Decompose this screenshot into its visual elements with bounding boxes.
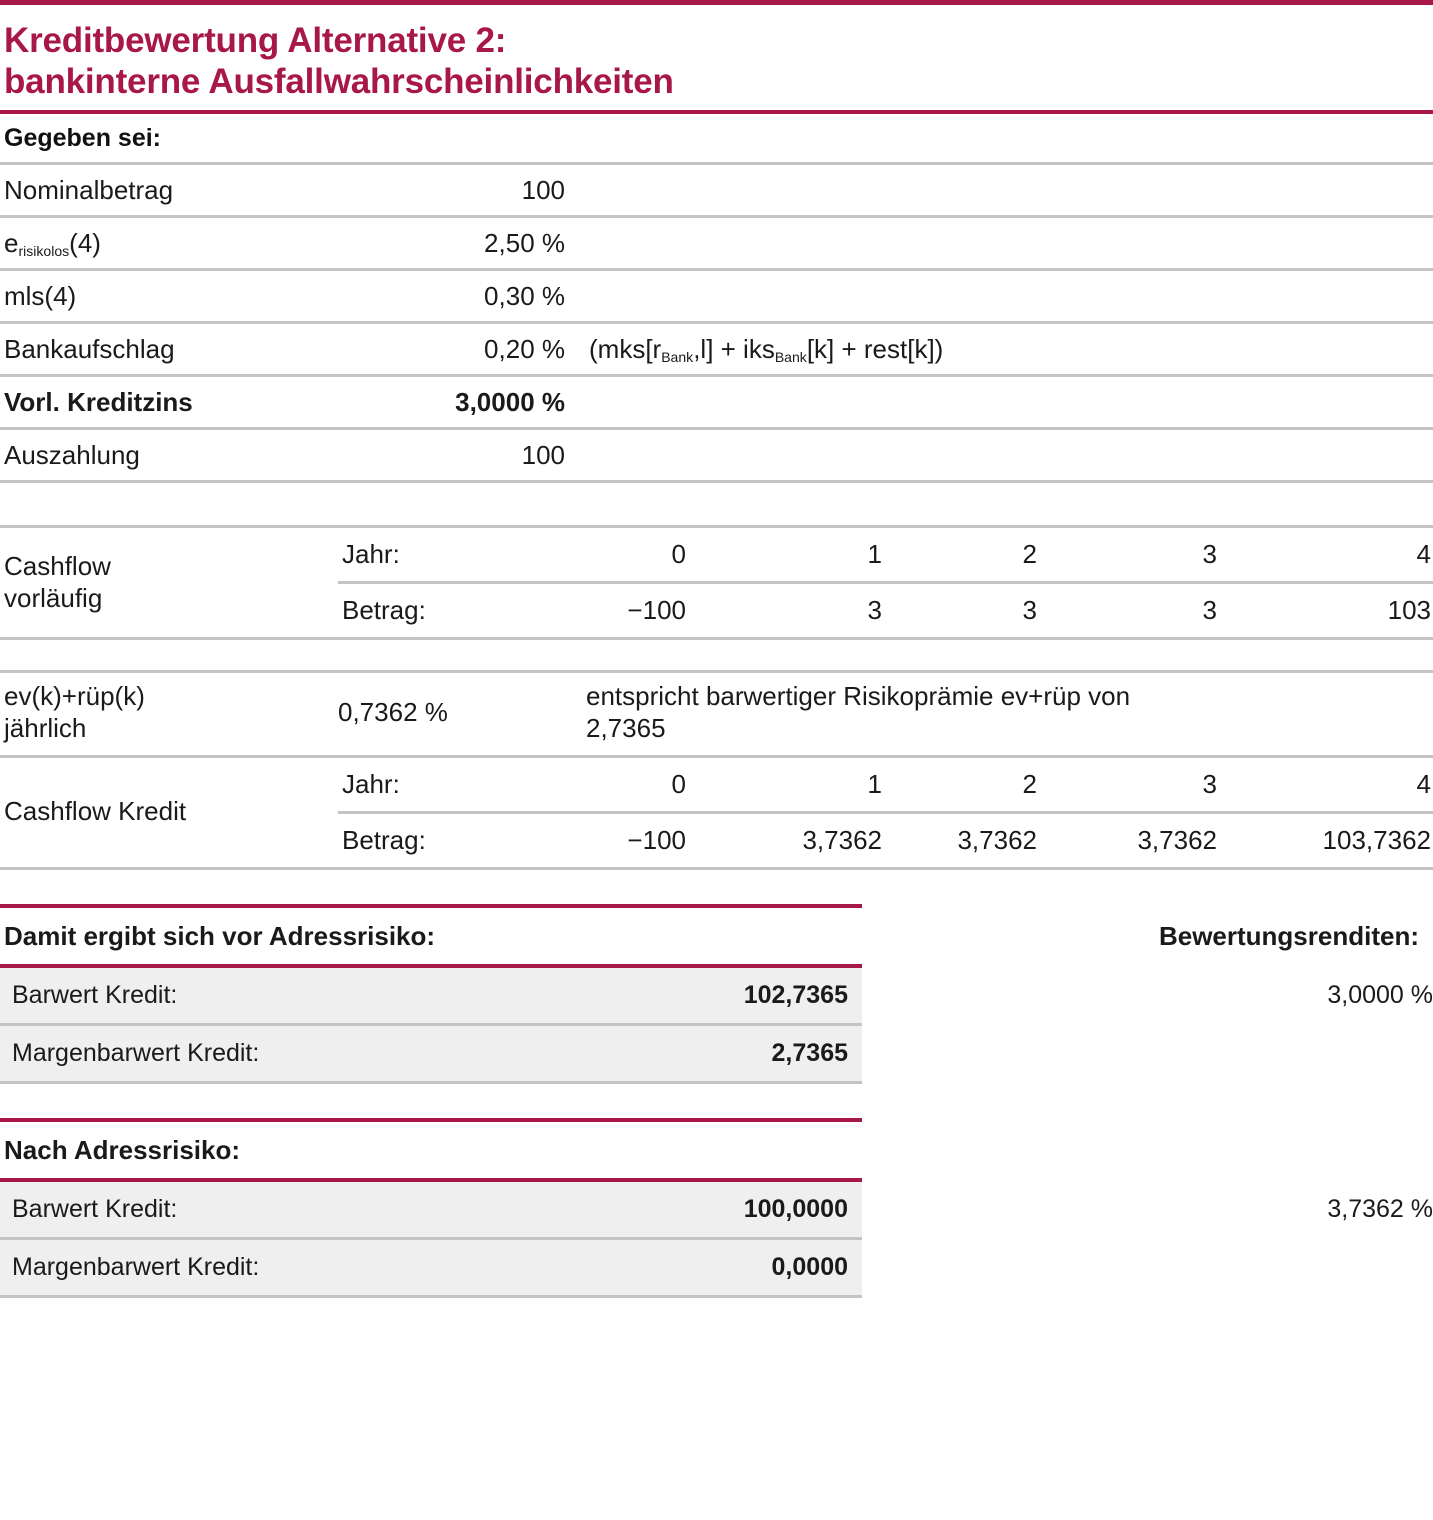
cashflow-preliminary-table — [338, 528, 1433, 637]
risk-premium-note-line-1: entspricht barwertiger Risikoprämie ev+rüp von — [586, 681, 1131, 712]
cashflow-credit-block — [0, 758, 1433, 867]
table-row — [338, 814, 1433, 867]
results-before-left — [0, 904, 862, 1084]
year-cell: 0 — [671, 539, 686, 570]
amount-cell: −100 — [627, 595, 686, 626]
table-row — [0, 1026, 862, 1081]
year-cell: 3 — [1202, 539, 1217, 570]
spacer-heading — [862, 1122, 1433, 1178]
risk-premium-label — [0, 681, 338, 744]
amount-cell: 103 — [1387, 595, 1431, 626]
row-header-jahr: Jahr: — [342, 539, 400, 570]
table-row — [0, 1240, 862, 1295]
table-row — [338, 528, 1433, 581]
given-label — [0, 228, 330, 259]
spacer — [0, 1084, 1433, 1118]
given-row-auszahlung — [0, 430, 1433, 480]
given-row-nominalbetrag — [0, 165, 1433, 215]
given-row-mls — [0, 271, 1433, 321]
formula-subscript: Bank — [661, 349, 694, 366]
results-after-right — [862, 1118, 1433, 1298]
amount-cell: 103,7362 — [1322, 824, 1431, 855]
result-value: 2,7365 — [771, 1038, 848, 1067]
risk-premium-note — [586, 681, 1433, 744]
amount-cell: 3,7362 — [1137, 824, 1217, 855]
risk-premium-label-line-1: ev(k)+rüp(k) — [4, 681, 145, 712]
spacer — [0, 483, 1433, 525]
formula-part: [k] + rest[k]) — [806, 334, 944, 365]
year-cell: 1 — [867, 539, 882, 570]
table-row — [0, 968, 862, 1023]
cashflow-credit-label: Cashflow Kredit — [4, 796, 187, 827]
page-title-line-1: Kreditbewertung Alternative 2: — [4, 21, 507, 60]
year-cell: 2 — [1022, 768, 1037, 799]
year-cell: 4 — [1416, 768, 1431, 799]
given-label-main: e — [4, 228, 19, 259]
amount-cell: 3 — [1022, 595, 1037, 626]
results-after-left — [0, 1118, 862, 1298]
row-header-betrag: Betrag: — [342, 595, 426, 626]
spacer — [0, 870, 1433, 904]
given-row-bankaufschlag — [0, 324, 1433, 374]
table-row — [338, 758, 1433, 811]
given-formula — [565, 334, 943, 365]
result-label: Margenbarwert Kredit: — [12, 1252, 260, 1281]
amount-cell: 3,7362 — [957, 824, 1037, 855]
returns-heading: Bewertungsrenditen: — [1158, 920, 1419, 951]
result-label: Margenbarwert Kredit: — [12, 1038, 260, 1067]
risk-premium-row — [0, 673, 1433, 754]
given-label: Vorl. Kreditzins — [4, 387, 193, 418]
table-row — [338, 584, 1433, 637]
given-label-tail: (4) — [69, 228, 101, 259]
cashflow-preliminary-label — [0, 528, 338, 637]
given-label: mls(4) — [4, 281, 77, 312]
result-value: 102,7365 — [743, 980, 848, 1009]
cashflow-preliminary-block — [0, 528, 1433, 637]
result-value: 0,0000 — [771, 1252, 848, 1281]
results-before-section — [0, 904, 1433, 1084]
given-row-e-risikolos — [0, 218, 1433, 268]
year-cell: 3 — [1202, 768, 1217, 799]
page-title-line-2: bankinterne Ausfallwahrscheinlichkeiten — [4, 61, 674, 101]
return-value — [862, 1240, 1433, 1295]
spacer — [0, 640, 1433, 670]
given-label-subscript: risikolos — [18, 243, 70, 260]
given-row-vorl-kreditzins — [0, 377, 1433, 427]
return-value: 3,7362 % — [1327, 1194, 1433, 1223]
divider — [0, 1295, 862, 1298]
risk-premium-label-line-2: jährlich — [4, 712, 87, 743]
cashflow-preliminary-label-line-1: Cashflow — [4, 550, 111, 581]
formula-part: (mks[r — [589, 334, 662, 365]
amount-cell: 3,7362 — [802, 824, 882, 855]
amount-cell: 3 — [1202, 595, 1217, 626]
results-after-section — [0, 1118, 1433, 1298]
return-value — [862, 1026, 1433, 1081]
year-cell: 1 — [867, 768, 882, 799]
given-value: 100 — [521, 175, 565, 206]
formula-part: ,l] + iks — [693, 334, 775, 365]
row-header-jahr: Jahr: — [342, 768, 400, 799]
given-label: Bankaufschlag — [4, 334, 175, 365]
year-cell: 4 — [1416, 539, 1431, 570]
risk-premium-note-line-2: 2,7365 — [586, 712, 666, 743]
divider — [0, 1081, 862, 1084]
amount-cell: −100 — [627, 824, 686, 855]
given-value: 100 — [521, 440, 565, 471]
year-cell: 2 — [1022, 539, 1037, 570]
table-row — [0, 1182, 862, 1237]
formula-subscript: Bank — [774, 349, 807, 366]
cashflow-preliminary-label-line-2: vorläufig — [4, 582, 103, 613]
page-title — [0, 5, 1433, 110]
results-after-heading: Nach Adressrisiko: — [4, 1134, 241, 1165]
given-label: Auszahlung — [4, 440, 140, 471]
results-before-right — [862, 904, 1433, 1084]
row-header-betrag: Betrag: — [342, 824, 426, 855]
given-value: 3,0000 % — [455, 387, 565, 418]
result-value: 100,0000 — [743, 1194, 848, 1223]
result-label: Barwert Kredit: — [12, 980, 178, 1009]
result-label: Barwert Kredit: — [12, 1194, 178, 1223]
given-value: 0,30 % — [484, 281, 565, 312]
given-heading: Gegeben sei: — [4, 124, 161, 153]
given-value: 0,20 % — [484, 334, 565, 365]
cashflow-credit-table — [338, 758, 1433, 867]
risk-premium-value: 0,7362 % — [338, 697, 448, 728]
year-cell: 0 — [671, 768, 686, 799]
return-value: 3,0000 % — [1327, 980, 1433, 1009]
results-before-heading: Damit ergibt sich vor Adressrisiko: — [4, 920, 436, 951]
amount-cell: 3 — [867, 595, 882, 626]
given-label: Nominalbetrag — [4, 175, 174, 206]
given-value: 2,50 % — [484, 228, 565, 259]
